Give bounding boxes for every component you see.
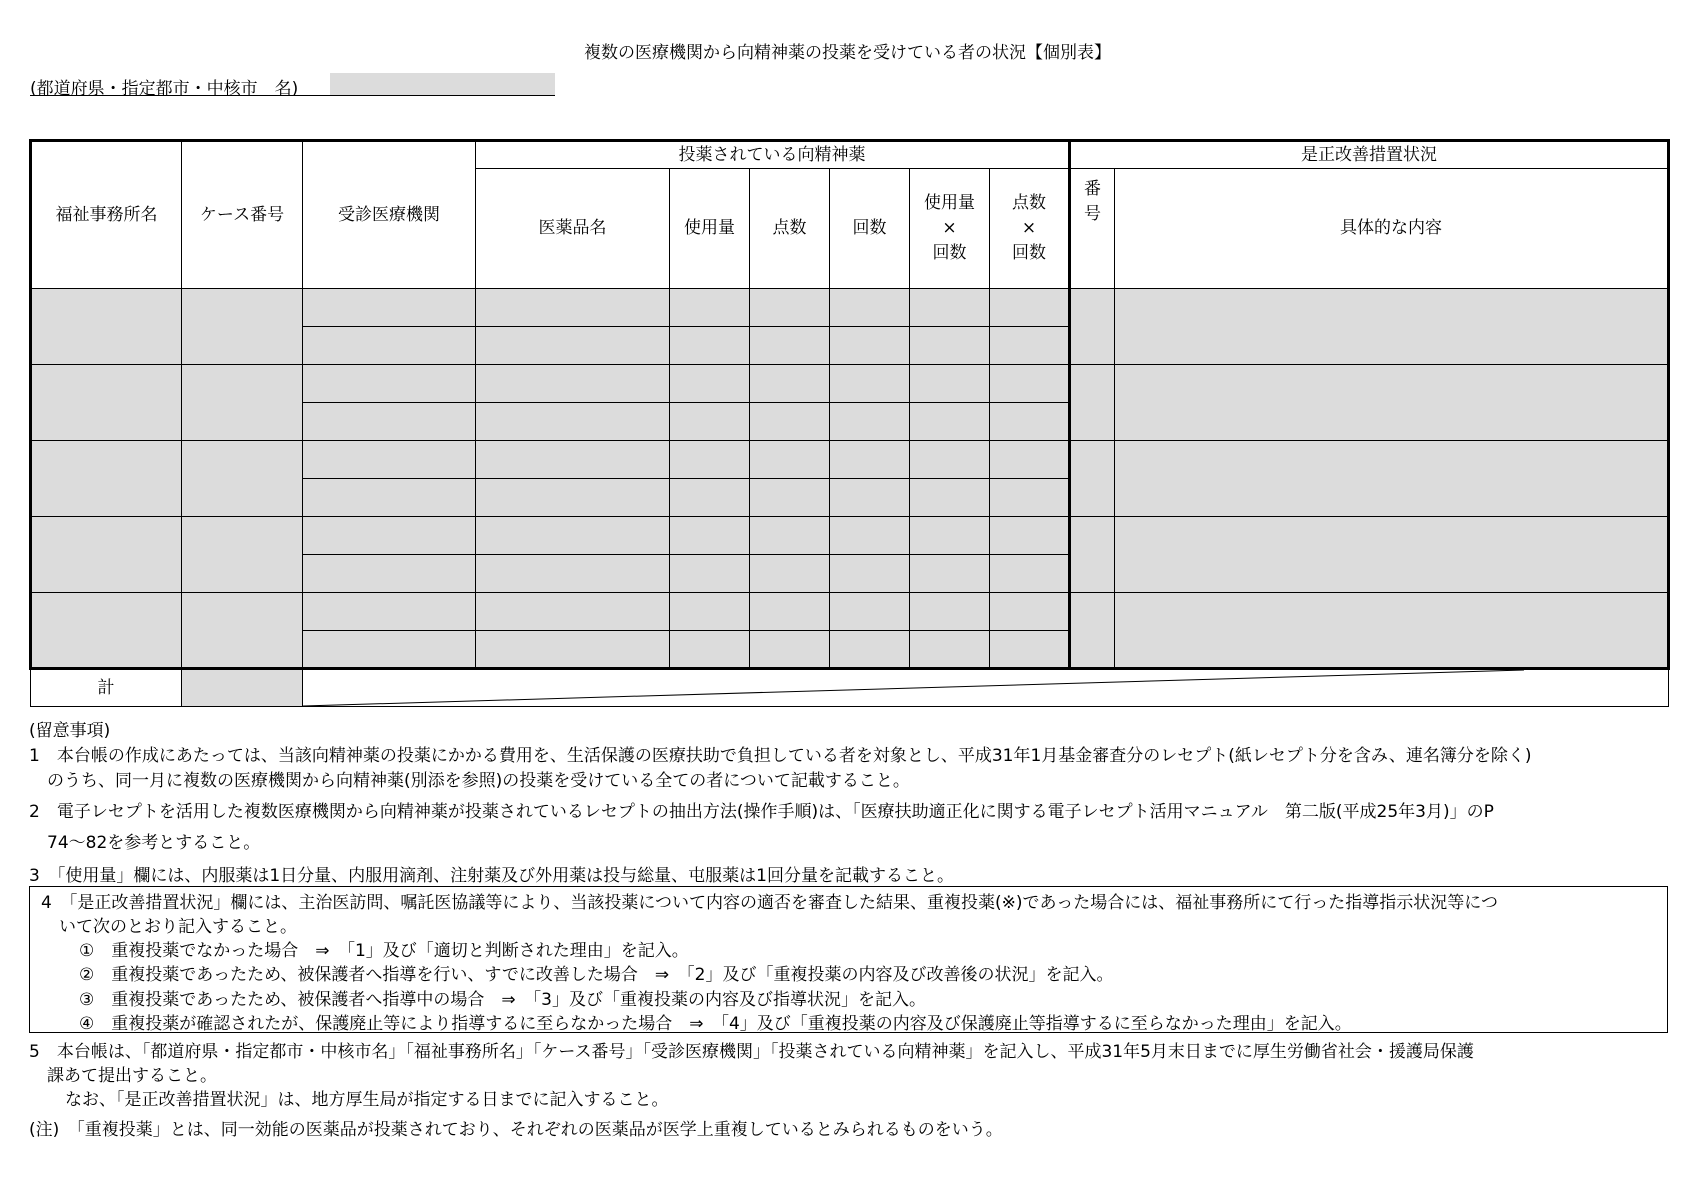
header-points-x-times [990,169,1070,289]
header-details: 具体的な内容 [1115,169,1669,289]
points-x-times-cell[interactable] [990,479,1070,517]
number-cell[interactable] [1070,517,1115,593]
institution-cell[interactable] [303,555,476,593]
number-cell[interactable] [1070,441,1115,517]
header-usage-x-times-line: 回数 [932,243,967,263]
header-usage-x-times [910,169,990,289]
drug-name-cell[interactable] [476,365,670,403]
usage-cell[interactable] [670,555,750,593]
institution-cell[interactable] [303,365,476,403]
header-usage-x-times-line: 使用量 [924,193,975,213]
details-cell[interactable] [1115,289,1669,365]
drug-name-cell[interactable] [476,555,670,593]
usage-x-times-cell[interactable] [910,289,990,327]
drug-name-cell[interactable] [476,593,670,631]
points-x-times-cell[interactable] [990,631,1070,669]
times-cell[interactable] [830,441,910,479]
office-cell[interactable] [31,365,182,441]
points-cell[interactable] [750,441,830,479]
usage-x-times-cell[interactable] [910,555,990,593]
points-x-times-cell[interactable] [990,289,1070,327]
institution-cell[interactable] [303,327,476,365]
points-cell[interactable] [750,479,830,517]
footnote: (注) 「重複投薬」とは、同一効能の医薬品が投薬されており、それぞれの医薬品が医学上重複しているとみられるものをいう。 [29,1120,1003,1140]
points-x-times-cell[interactable] [990,555,1070,593]
total-diagonal-cell [303,669,1669,707]
details-cell[interactable] [1115,517,1669,593]
note-2: 2 電子レセプトを活用した複数医療機関から向精神薬が投薬されているレセプトの抽出方法(操作手順)は、「医療扶助適正化に関する電子レセプト活用マニュアル 第二版(平成25年3月)」のP [29,802,1494,822]
case-number-cell[interactable] [182,289,303,365]
times-cell[interactable] [830,327,910,365]
header-number-char: 号 [1084,204,1101,224]
usage-x-times-cell[interactable] [910,593,990,631]
total-label: 計 [31,669,182,707]
header-correction-group: 是正改善措置状況 [1070,141,1669,169]
total-case-cell[interactable] [182,669,303,707]
case-number-cell[interactable] [182,441,303,517]
institution-cell[interactable] [303,593,476,631]
note-5-cont: 課あて提出すること。 [47,1066,217,1086]
note-2-cont: 74～82を参考とすること。 [47,833,261,853]
points-x-times-cell[interactable] [990,327,1070,365]
usage-x-times-cell[interactable] [910,441,990,479]
usage-cell[interactable] [670,289,750,327]
points-cell[interactable] [750,555,830,593]
header-points: 点数 [750,169,830,289]
points-cell[interactable] [750,327,830,365]
points-x-times-cell[interactable] [990,365,1070,403]
drug-name-cell[interactable] [476,631,670,669]
header-usage: 使用量 [670,169,750,289]
note-3: 3 「使用量」欄には、内服薬は1日分量、内服用滴剤、注射薬及び外用薬は投与総量、屯服薬は1回分量を記載すること。 [29,866,954,886]
office-cell[interactable] [31,517,182,593]
institution-cell[interactable] [303,403,476,441]
times-cell[interactable] [830,289,910,327]
times-cell[interactable] [830,517,910,555]
note-4-case-2: ② 重複投薬であったため、被保護者へ指導を行い、すでに改善した場合 ⇒ 「2」及び「重複投薬の内容及び改善後の状況」を記入。 [79,965,1114,985]
note-4-case-4: ④ 重複投薬が確認されたが、保護廃止等により指導するに至らなかった場合 ⇒ 「4」及び「重複投薬の内容及び保護廃止等指導するに至らなかった理由」を記入。 [79,1014,1352,1034]
diagonal-line [303,670,1524,707]
points-cell[interactable] [750,593,830,631]
office-cell[interactable] [31,593,182,669]
header-office: 福祉事務所名 [31,141,182,289]
usage-cell[interactable] [670,327,750,365]
header-number [1070,169,1115,289]
details-cell[interactable] [1115,365,1669,441]
note-4: 4 「是正改善措置状況」欄には、主治医訪問、嘱託医協議等により、当該投薬について内容の適否を審査した結果、重複投薬(※)であった場合には、福祉事務所にて行った指導指示状況等につ [41,893,1498,913]
header-number-char: 番 [1084,179,1101,199]
number-cell[interactable] [1070,593,1115,669]
points-cell[interactable] [750,517,830,555]
points-cell[interactable] [750,365,830,403]
usage-cell[interactable] [670,403,750,441]
header-drug-name: 医薬品名 [476,169,670,289]
header-points-x-times-line: 点数 [1012,193,1046,213]
usage-cell[interactable] [670,631,750,669]
number-cell[interactable] [1070,365,1115,441]
header-points-x-times-line: 回数 [1012,243,1046,263]
usage-cell[interactable] [670,479,750,517]
drug-name-cell[interactable] [476,517,670,555]
prefecture-name-field[interactable] [330,73,555,95]
individual-table [29,139,1670,707]
usage-cell[interactable] [670,441,750,479]
points-x-times-cell[interactable] [990,441,1070,479]
usage-cell[interactable] [670,593,750,631]
times-cell[interactable] [830,593,910,631]
institution-cell[interactable] [303,479,476,517]
drug-name-cell[interactable] [476,479,670,517]
institution-cell[interactable] [303,289,476,327]
header-drugs-group: 投薬されている向精神薬 [476,141,1070,169]
note-4-case-3: ③ 重複投薬であったため、被保護者へ指導中の場合 ⇒ 「3」及び「重複投薬の内容及び指導状況」を記入。 [79,990,926,1010]
office-cell[interactable] [31,289,182,365]
notes-heading: (留意事項) [29,721,111,741]
institution-cell[interactable] [303,441,476,479]
points-cell[interactable] [750,403,830,441]
header-times: 回数 [830,169,910,289]
note-1: 1 本台帳の作成にあたっては、当該向精神薬の投薬にかかる費用を、生活保護の医療扶助で負担している者を対象とし、平成31年1月基金審査分のレセプト(紙レセプト分を含み、連名簿分を除く) [29,746,1532,766]
usage-x-times-cell[interactable] [910,403,990,441]
usage-cell[interactable] [670,365,750,403]
prefecture-label: (都道府県・指定都市・中核市 名) [30,79,299,99]
office-cell[interactable] [31,441,182,517]
note-1-cont: のうち、同一月に複数の医療機関から向精神薬(別添を参照)の投薬を受けている全ての者について記載すること。 [47,771,910,791]
header-case-number: ケース番号 [182,141,303,289]
details-cell[interactable] [1115,441,1669,517]
points-x-times-cell[interactable] [990,593,1070,631]
details-cell[interactable] [1115,593,1669,669]
prefecture-underline [30,95,555,96]
drug-name-cell[interactable] [476,289,670,327]
usage-x-times-cell[interactable] [910,327,990,365]
points-x-times-cell[interactable] [990,403,1070,441]
points-x-times-cell[interactable] [990,517,1070,555]
times-cell[interactable] [830,479,910,517]
case-number-cell[interactable] [182,365,303,441]
institution-cell[interactable] [303,631,476,669]
note-4-case-1: ① 重複投薬でなかった場合 ⇒ 「1」及び「適切と判断された理由」を記入。 [79,941,689,961]
usage-x-times-cell[interactable] [910,365,990,403]
header-institution: 受診医療機関 [303,141,476,289]
points-cell[interactable] [750,631,830,669]
number-cell[interactable] [1070,289,1115,365]
form-title: 複数の医療機関から向精神薬の投薬を受けている者の状況【個別表】 [584,43,1111,63]
case-number-cell[interactable] [182,517,303,593]
drug-name-cell[interactable] [476,441,670,479]
times-cell[interactable] [830,365,910,403]
times-cell[interactable] [830,555,910,593]
times-cell[interactable] [830,403,910,441]
institution-cell[interactable] [303,517,476,555]
usage-cell[interactable] [670,517,750,555]
case-number-cell[interactable] [182,593,303,669]
times-cell[interactable] [830,631,910,669]
header-points-x-times-line: × [1021,218,1037,238]
usage-x-times-cell[interactable] [910,631,990,669]
drug-name-cell[interactable] [476,327,670,365]
points-cell[interactable] [750,289,830,327]
note-4-cont: いて次のとおり記入すること。 [59,917,297,937]
usage-x-times-cell[interactable] [910,517,990,555]
usage-x-times-cell[interactable] [910,479,990,517]
note-5-addendum: なお、「是正改善措置状況」は、地方厚生局が指定する日までに記入すること。 [65,1090,669,1110]
header-usage-x-times-line: × [942,218,957,238]
note-5: 5 本台帳は、「都道府県・指定都市・中核市名」「福祉事務所名」「ケース番号」「受診医療機関」「投薬されている向精神薬」を記入し、平成31年5月末日までに厚生労働省社会・援護局保護 [29,1042,1474,1062]
drug-name-cell[interactable] [476,403,670,441]
